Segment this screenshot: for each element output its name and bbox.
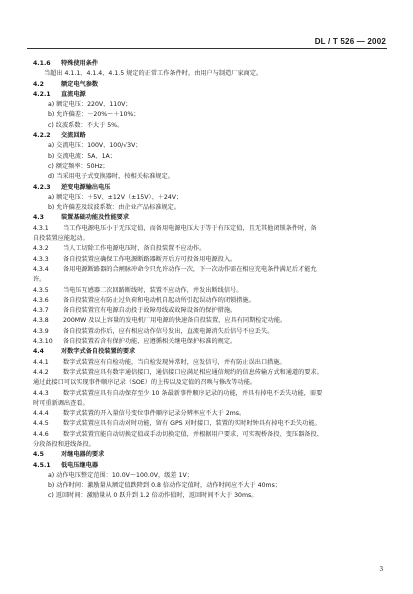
clause-text: 200MW 及以上容量的发电机厂用电源的快速备自投装置，应具有同期检定功能。 [63,317,287,325]
text-line [33,100,385,110]
text-line [33,440,385,450]
text-line [33,255,385,265]
clause-text: 备自投装置若含有保护功能，应遵循相关继电保护标准的规定。 [63,338,237,346]
clause-text: 分段备投和进线备投。 [33,440,95,448]
text-line [33,481,385,491]
text-line [33,183,385,193]
clause-text: 对继电器的要求 [61,451,105,459]
text-line [33,59,385,69]
clause-number: 4.2.2 [33,132,51,140]
clause-text: b) 交流电流：5A、1A； [48,152,116,160]
text-line [33,450,385,460]
clause-number: 4.4.5 [33,420,49,428]
text-line [33,347,385,357]
text-line [33,275,385,285]
text-line [33,234,385,244]
clause-text: 直流电源 [61,90,86,98]
text-line [33,378,385,388]
clause-text: d) 当采用电子式变换器时，按相关标准规定。 [48,173,174,181]
text-line [33,162,385,172]
text-line [33,152,385,162]
text-line [33,327,385,337]
clause-text: a) 动作电压整定范围：10.0V～100.0V，级差 1V； [48,471,193,479]
clause-text: 备自投装置应有防止过负荷和电动机自起动所引起误动作的闭锁措施。 [63,296,255,304]
clause-text: a) 额定电压：＋5V、±12V（±15V）、＋24V； [48,193,183,201]
text-line [33,286,385,296]
clause-text: 数字式装置宜能自动切换定值或手动切换定值，并根据用户要求，可实现桥备投、变压器备投、 [63,430,323,438]
clause-number: 4.3 [33,214,44,222]
text-line [33,409,385,419]
clause-number: 4.3.7 [33,307,49,315]
text-line [33,265,385,275]
text-line [33,121,385,131]
clause-text: 数字式装置应具有自动对时功能，留有 GPS 对时接口，装置的实时时钟具有掉电不丢失功能。 [63,420,321,428]
clause-text: c) 返回时间：激励量从 0 跃升到 1.2 倍动作值时，返回时间不大于 30ms。 [48,492,258,500]
clause-text: c) 纹波系数：不大于 5%。 [48,121,124,129]
text-line [33,306,385,316]
text-line [33,172,385,182]
clause-number: 4.4.2 [33,368,49,376]
clause-text: 备自投装置宜有电源自动投于故障母线或故障设备的保护措施。 [63,307,237,315]
text-line [33,193,385,203]
clause-text: 自投装置应能起动。 [33,235,89,243]
clause-text: 交流回路 [61,132,86,140]
text-line [33,491,385,501]
clause-text: 时可重新调出查看。 [33,399,89,407]
body-text [33,59,385,502]
text-line [33,224,385,234]
text-line [33,90,385,100]
text-line [33,358,385,368]
clause-text: c) 额定频率：50Hz； [48,162,109,170]
clause-number: 4.3.4 [33,265,49,273]
clause-text: b) 允许偏差及纹波系数：由企业产品标准规定。 [48,204,181,212]
clause-number: 4.1.6 [33,60,51,67]
clause-number: 4.3.3 [33,255,49,263]
text-line [33,141,385,151]
text-line [33,399,385,409]
text-line [33,316,385,326]
clause-text: 数字式装置应具有自动保存至少 10 条最新事件顺序记录的功能，并具有掉电不丢失功能，需要 [63,389,323,397]
clause-number: 4.3.10 [33,338,53,346]
clause-text: 特殊使用条件 [61,60,99,67]
clause-text: 备自投装置应确保工作电源断路器断开后方可投备用电源投入。 [63,255,237,263]
text-line [33,368,385,378]
clause-number: 4.3.2 [33,245,49,253]
clause-text: a) 交流电压：100V、100/√3V； [48,142,142,150]
clause-number: 4.3.8 [33,317,49,325]
text-line [33,296,385,306]
clause-text: 额定电气参数 [61,80,99,88]
clause-number: 4.3.9 [33,327,49,335]
text-line [33,244,385,254]
text-line [33,471,385,481]
clause-number: 4.4.1 [33,358,49,366]
clause-number: 4.4.4 [33,410,49,418]
clause-text: 数字式装置的开入量信号变位事件顺序记录分辨率应不大于 2ms。 [63,410,246,418]
clause-text: 当超出 4.1.1、4.1.4、4.1.5 规定的正常工作条件时，由用户与制造厂家商定。 [44,70,263,78]
clause-number: 4.2 [33,80,44,88]
clause-number: 4.2.1 [33,90,51,98]
clause-number: 4.4.3 [33,389,49,397]
text-line [33,80,385,90]
clause-number: 4.3.1 [33,224,49,232]
text-line [33,213,385,223]
text-line [33,430,385,440]
clause-text: 当电压互感器二次回路断线时，装置不应动作，并发出断线信号。 [63,286,243,294]
header-rule [27,48,387,49]
clause-number: 4.3.5 [33,286,49,294]
clause-text: 装置基础功能及性能要求 [61,214,130,222]
clause-text: 对数字式备自投装置的要求 [61,348,136,356]
clause-text: b) 允许偏差：－20%～＋10%； [48,111,140,119]
clause-number: 4.2.3 [33,183,51,191]
clause-number: 4.4.6 [33,430,49,438]
clause-number: 4.3.6 [33,296,49,304]
page-number: 3 [379,565,383,573]
text-line [33,110,385,120]
standard-number-header: DL / T 526 — 2002 [314,37,386,46]
clause-text: 通过此接口可以实现事件顺序记录（SOE）的上传以及定值的召唤与修改等功能。 [33,379,257,387]
clause-number: 4.5.1 [33,461,51,469]
clause-text: 备自投装置动作后，应有相应动作信号发出，直流电源消失后信号不应丢失。 [63,327,274,335]
clause-text: 许。 [33,276,46,284]
clause-text: 逆变电源输出电压 [61,183,111,191]
text-line [33,69,385,79]
clause-text: 低电压继电器 [61,461,99,469]
clause-text: b) 动作时间：激励量从额定值跌降到 0.8 倍动作定值时，动作时间应不大于 40ms； [48,482,281,490]
clause-text: 备用电源断路器的合闸脉冲命令只允许动作一次，下一次动作需在相应充电条件满足后才能允 [63,265,317,273]
text-line [33,389,385,399]
text-line [33,419,385,429]
clause-number: 4.4 [33,348,44,356]
clause-number: 4.5 [33,451,44,459]
clause-text: 数字式装置应有自检功能，当自检发现异常时，应发信号，并有防止误出口措施。 [63,358,286,366]
clause-text: 当工作电源电压小于无压定值，而备用电源电压大于等于有压定值，且无其他闭锁条件时，备 [63,224,317,232]
clause-text: 当人工切除工作电源电压时，备自投装置不应动作。 [63,245,206,253]
clause-text: a) 额定电压：220V、110V； [48,101,132,109]
text-line [33,461,385,471]
text-line [33,337,385,347]
text-line [33,131,385,141]
clause-text: 数字式装置应具有数字通信接口，通信接口应满足相应通信规约的信息传输方式和通道的要求。 [63,368,323,376]
text-line [33,203,385,213]
